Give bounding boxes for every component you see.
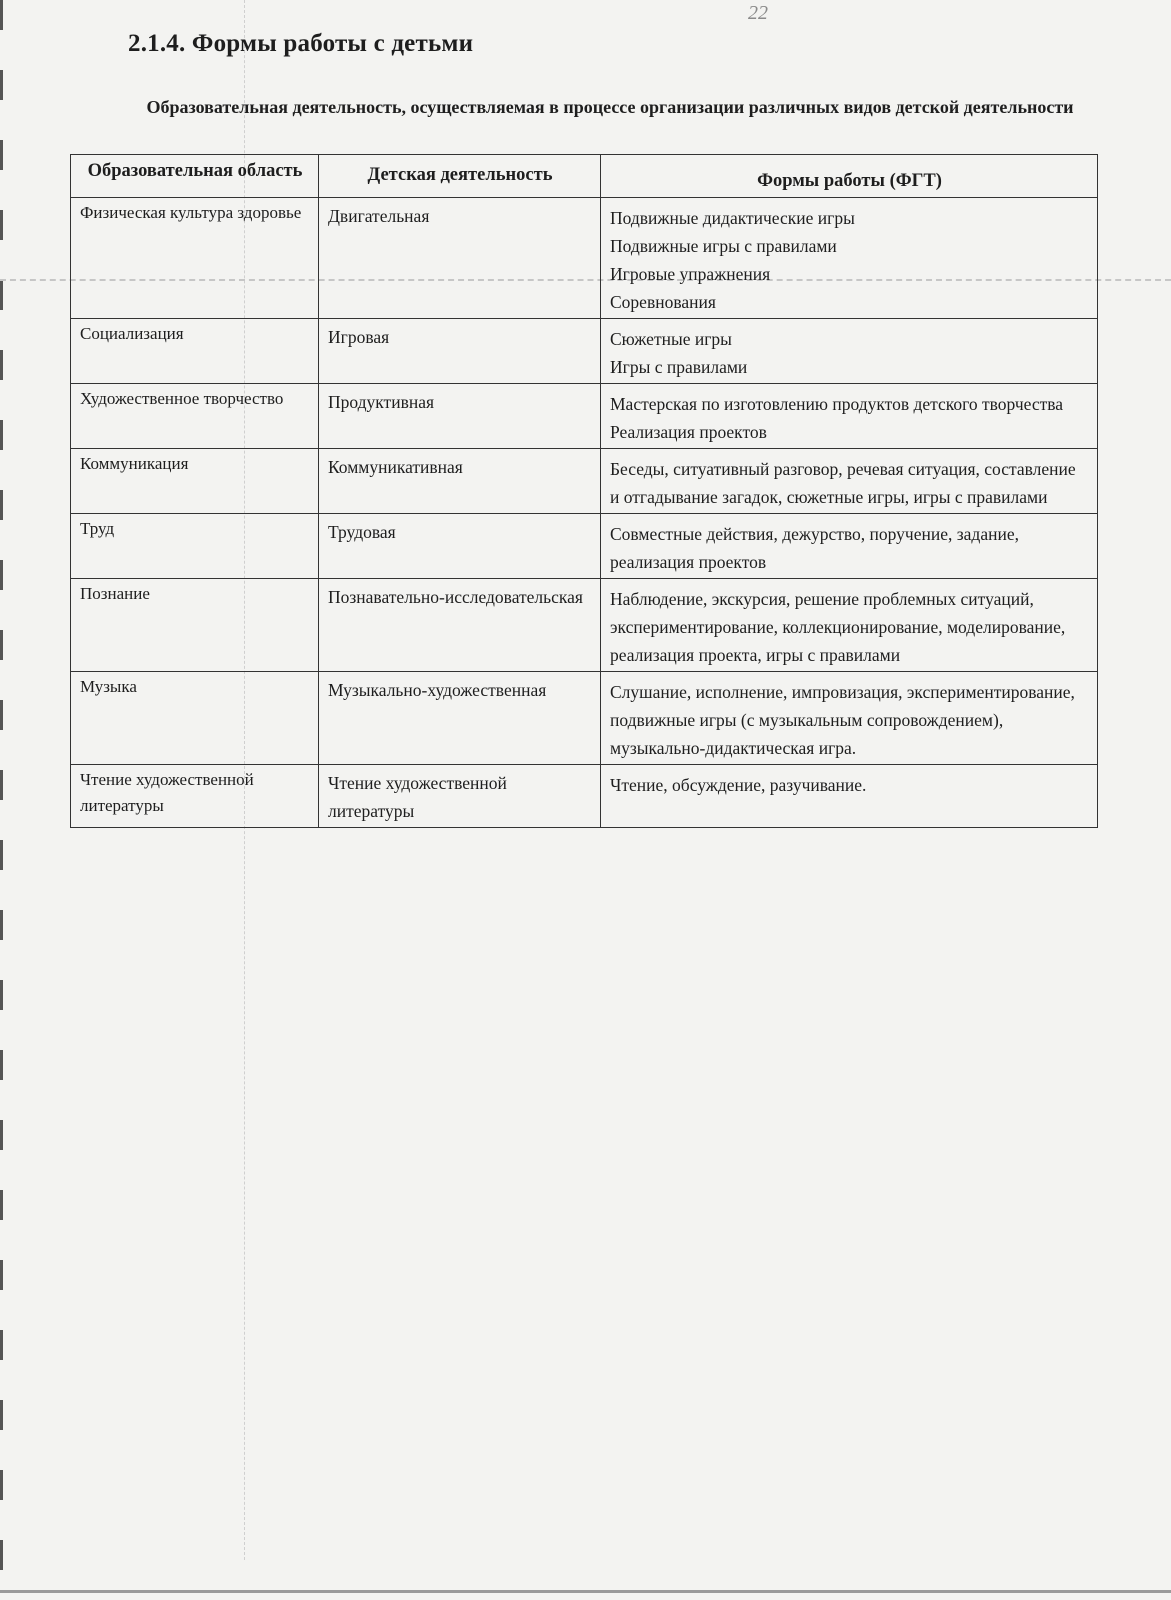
table-row (71, 384, 1098, 449)
table-caption: Образовательная деятельность, осуществляемая в процессе организации различных видов детской деятельности (146, 97, 1074, 117)
cell-area: Музыка (71, 672, 319, 765)
cell-activity: Двигательная (319, 198, 601, 319)
table-row (71, 198, 1098, 319)
cell-area: Социализация (71, 319, 319, 384)
table-row (71, 579, 1098, 672)
cell-area: Коммуникация (71, 449, 319, 514)
header-forms: Формы работы (ФГТ) (601, 155, 1098, 198)
table-row (71, 514, 1098, 579)
table-row (71, 672, 1098, 765)
cell-activity: Чтение художественной литературы (319, 765, 601, 828)
cell-forms: Наблюдение, экскурсия, решение проблемных ситуаций, экспериментирование, коллекционирование, моделирование, реализация проекта, игры с правилами (601, 579, 1098, 672)
cell-activity: Игровая (319, 319, 601, 384)
scan-bottom-edge (0, 1590, 1171, 1593)
cell-activity: Трудовая (319, 514, 601, 579)
cell-area: Физическая культура здоровье (71, 198, 319, 319)
cell-forms: Сюжетные игры Игры с правилами (601, 319, 1098, 384)
cell-area: Труд (71, 514, 319, 579)
table-header-row (71, 155, 1098, 198)
cell-forms: Слушание, исполнение, импровизация, экспериментирование, подвижные игры (с музыкальным сопровождением), музыкально-дидактическая игра. (601, 672, 1098, 765)
cell-area: Художественное творчество (71, 384, 319, 449)
cell-activity: Познавательно-исследовательская (319, 579, 601, 672)
header-activity: Детская деятельность (319, 155, 601, 198)
cell-area: Чтение художественной литературы (71, 765, 319, 828)
section-title: 2.1.4. Формы работы с детьми (128, 30, 474, 57)
table-row (71, 319, 1098, 384)
table-row (71, 449, 1098, 514)
scan-left-edge (0, 0, 3, 1600)
cell-forms: Совместные действия, дежурство, поручение, задание, реализация проектов (601, 514, 1098, 579)
cell-forms: Подвижные дидактические игры Подвижные игры с правилами Игровые упражнения Соревнования (601, 198, 1098, 319)
cell-forms: Мастерская по изготовлению продуктов детского творчества Реализация проектов (601, 384, 1098, 449)
header-area: Образовательная область (71, 155, 319, 198)
cell-area: Познание (71, 579, 319, 672)
cell-forms: Чтение, обсуждение, разучивание. (601, 765, 1098, 828)
table-body (71, 198, 1098, 828)
handwritten-page-number: 22 (748, 2, 768, 24)
table-row (71, 765, 1098, 828)
cell-activity: Коммуникативная (319, 449, 601, 514)
cell-activity: Продуктивная (319, 384, 601, 449)
cell-activity: Музыкально-художественная (319, 672, 601, 765)
cell-forms: Беседы, ситуативный разговор, речевая ситуация, составление и отгадывание загадок, сюжетные игры, игры с правилами (601, 449, 1098, 514)
forms-of-work-table (70, 154, 1098, 828)
